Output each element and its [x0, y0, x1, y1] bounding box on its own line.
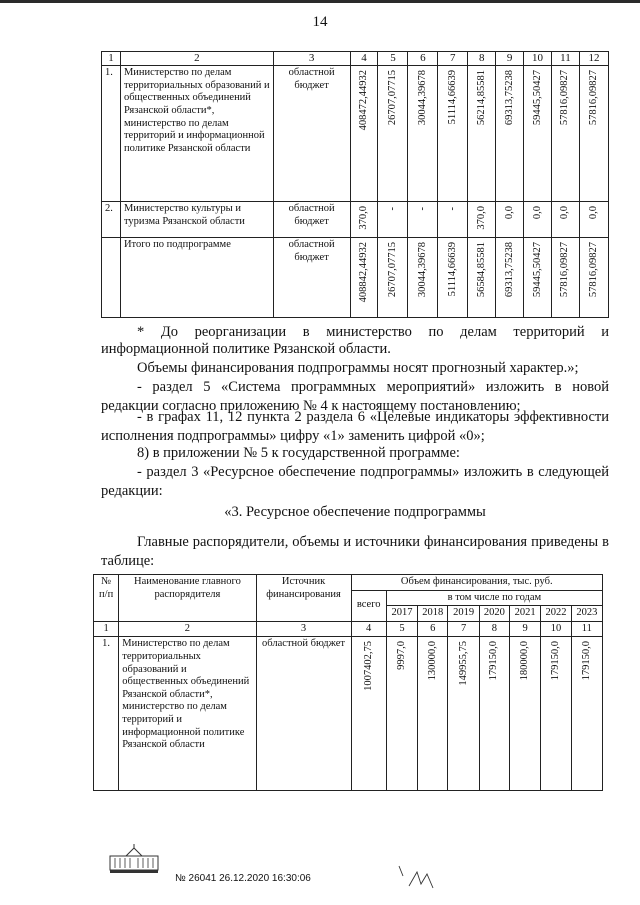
row-source: областной бюджет: [273, 66, 350, 202]
government-building-icon: [108, 844, 160, 874]
cell-value: 130000,0: [426, 641, 438, 681]
funding-table-1: [101, 51, 609, 318]
col-num: 10: [524, 52, 552, 66]
cell-value: 180000,0: [519, 641, 531, 681]
col-num: 5: [386, 621, 417, 637]
header-source: Источник финансирования: [256, 575, 351, 622]
col-num: 11: [571, 621, 602, 637]
col-num: 11: [552, 52, 580, 66]
year-header: 2017: [386, 606, 417, 622]
row-source: областной бюджет: [256, 637, 351, 791]
top-scan-line: [0, 0, 640, 3]
paragraph: 8) в приложении № 5 к государственной программе:: [137, 445, 460, 461]
cell-value: 9997,0: [395, 641, 407, 671]
cell-value: 57816,09827: [559, 242, 571, 298]
table-row: [102, 66, 609, 202]
header-incl: в том числе по годам: [386, 590, 602, 606]
col-num: 8: [468, 52, 496, 66]
section-heading: «3. Ресурсное обеспечение подпрограммы: [224, 504, 486, 520]
row-source: областной бюджет: [273, 238, 350, 318]
col-num: 2: [119, 621, 256, 637]
cell-value: 0,0: [559, 206, 571, 220]
row-source: областной бюджет: [273, 202, 350, 238]
cell-value: 370,0: [358, 206, 370, 230]
table-row-total: [102, 238, 609, 318]
col-num: 4: [351, 621, 386, 637]
cell-value: 69313,75238: [503, 70, 515, 126]
col-num: 1: [102, 52, 121, 66]
row-name: Министерство по делам территориальных образований и общественных объединений Рязанской области*, министерство по делам территорий и информационной политике Рязанской области: [119, 637, 256, 791]
document-stamp: № 26041 26.12.2020 16:30:06: [175, 873, 311, 884]
table-row: [94, 637, 603, 791]
year-header: 2020: [479, 606, 509, 622]
year-header: 2022: [541, 606, 571, 622]
cell-value: 57816,09827: [587, 70, 599, 126]
cell-value: 179150,0: [488, 641, 500, 681]
header-num: № п/п: [94, 575, 119, 622]
cell-value: -: [446, 206, 458, 211]
col-num: 9: [510, 621, 541, 637]
cell-value: 1007402,75: [362, 641, 374, 692]
cell-value: 26707,07715: [386, 242, 398, 298]
cell-value: 56584,85581: [475, 242, 487, 298]
col-num: 10: [541, 621, 571, 637]
col-num: 3: [273, 52, 350, 66]
cell-value: 59445,50427: [531, 242, 543, 298]
cell-value: 179150,0: [580, 641, 592, 681]
cell-value: 0,0: [587, 206, 599, 220]
col-num: 2: [120, 52, 273, 66]
row-num: 2.: [102, 202, 121, 238]
paragraph: - раздел 3 «Ресурсное обеспечение подпрограммы» изложить в следующей редакции:: [101, 464, 609, 499]
cell-value: 69313,75238: [503, 242, 515, 298]
col-num: 1: [94, 621, 119, 637]
paragraph: Объемы финансирования подпрограммы носят прогнозный характер.»;: [137, 360, 579, 376]
col-num: 12: [579, 52, 608, 66]
col-num: 6: [408, 52, 438, 66]
cell-value: 149955,75: [457, 641, 469, 686]
col-num: 7: [448, 621, 479, 637]
year-header: 2019: [448, 606, 479, 622]
cell-value: 0,0: [531, 206, 543, 220]
year-header: 2018: [418, 606, 448, 622]
col-num: 4: [350, 52, 378, 66]
cell-value: 57816,09827: [559, 70, 571, 126]
col-num: 9: [496, 52, 524, 66]
table1-header-row: [102, 52, 609, 66]
funding-table-2: [93, 574, 603, 791]
row-name: Итого по подпрограмме: [120, 238, 273, 318]
header-total: всего: [351, 590, 386, 621]
cell-value: 179150,0: [549, 641, 561, 681]
paragraph: - в графах 11, 12 пункта 2 раздела 6 «Целевые индикаторы эффективности исполнения подпрограммы» цифру «1» заменить цифрой «0»;: [101, 409, 609, 444]
cell-value: 408842,44932: [358, 242, 370, 303]
cell-value: 30044,39678: [416, 70, 428, 126]
cell-value: 26707,07715: [386, 70, 398, 126]
paragraph: - раздел 5 «Система программных мероприятий» изложить в новой редакции согласно приложению № 4 к настоящему постановлению;: [101, 379, 609, 414]
year-header: 2021: [510, 606, 541, 622]
year-header: 2023: [571, 606, 602, 622]
col-num: 8: [479, 621, 509, 637]
cell-value: 51114,66639: [446, 242, 458, 297]
table-row: [102, 202, 609, 238]
cell-value: 0,0: [503, 206, 515, 220]
cell-value: 30044,39678: [416, 242, 428, 298]
footnote: * До реорганизации в министерство по делам территорий и информационной политике Рязанской области.: [101, 324, 609, 357]
col-num: 3: [256, 621, 351, 637]
cell-value: -: [416, 206, 428, 211]
table2-header-row: [94, 575, 603, 591]
cell-value: 408472,44932: [358, 70, 370, 131]
page-number: 14: [312, 14, 328, 30]
cell-value: 56214,85581: [475, 70, 487, 126]
table2-colnum-row: [94, 621, 603, 637]
cell-value: 57816,09827: [587, 242, 599, 298]
row-name: Министерство по делам территориальных образований и общественных объединений Рязанской области*, министерство по делам территорий и информационной политике Рязанской области: [120, 66, 273, 202]
cell-value: 370,0: [475, 206, 487, 230]
cell-value: 51114,66639: [446, 70, 458, 125]
header-name: Наименование главного распорядителя: [119, 575, 256, 622]
signature-mark: [395, 862, 445, 892]
row-num: 1.: [94, 637, 119, 791]
col-num: 5: [378, 52, 408, 66]
col-num: 6: [418, 621, 448, 637]
cell-value: 59445,50427: [531, 70, 543, 126]
col-num: 7: [438, 52, 468, 66]
row-name: Министерство культуры и туризма Рязанской области: [120, 202, 273, 238]
cell-value: -: [386, 206, 398, 211]
paragraph: Главные распорядители, объемы и источники финансирования приведены в таблице:: [101, 534, 609, 569]
row-num: [102, 238, 121, 318]
row-num: 1.: [102, 66, 121, 202]
header-volume: Объем финансирования, тыс. руб.: [351, 575, 603, 591]
